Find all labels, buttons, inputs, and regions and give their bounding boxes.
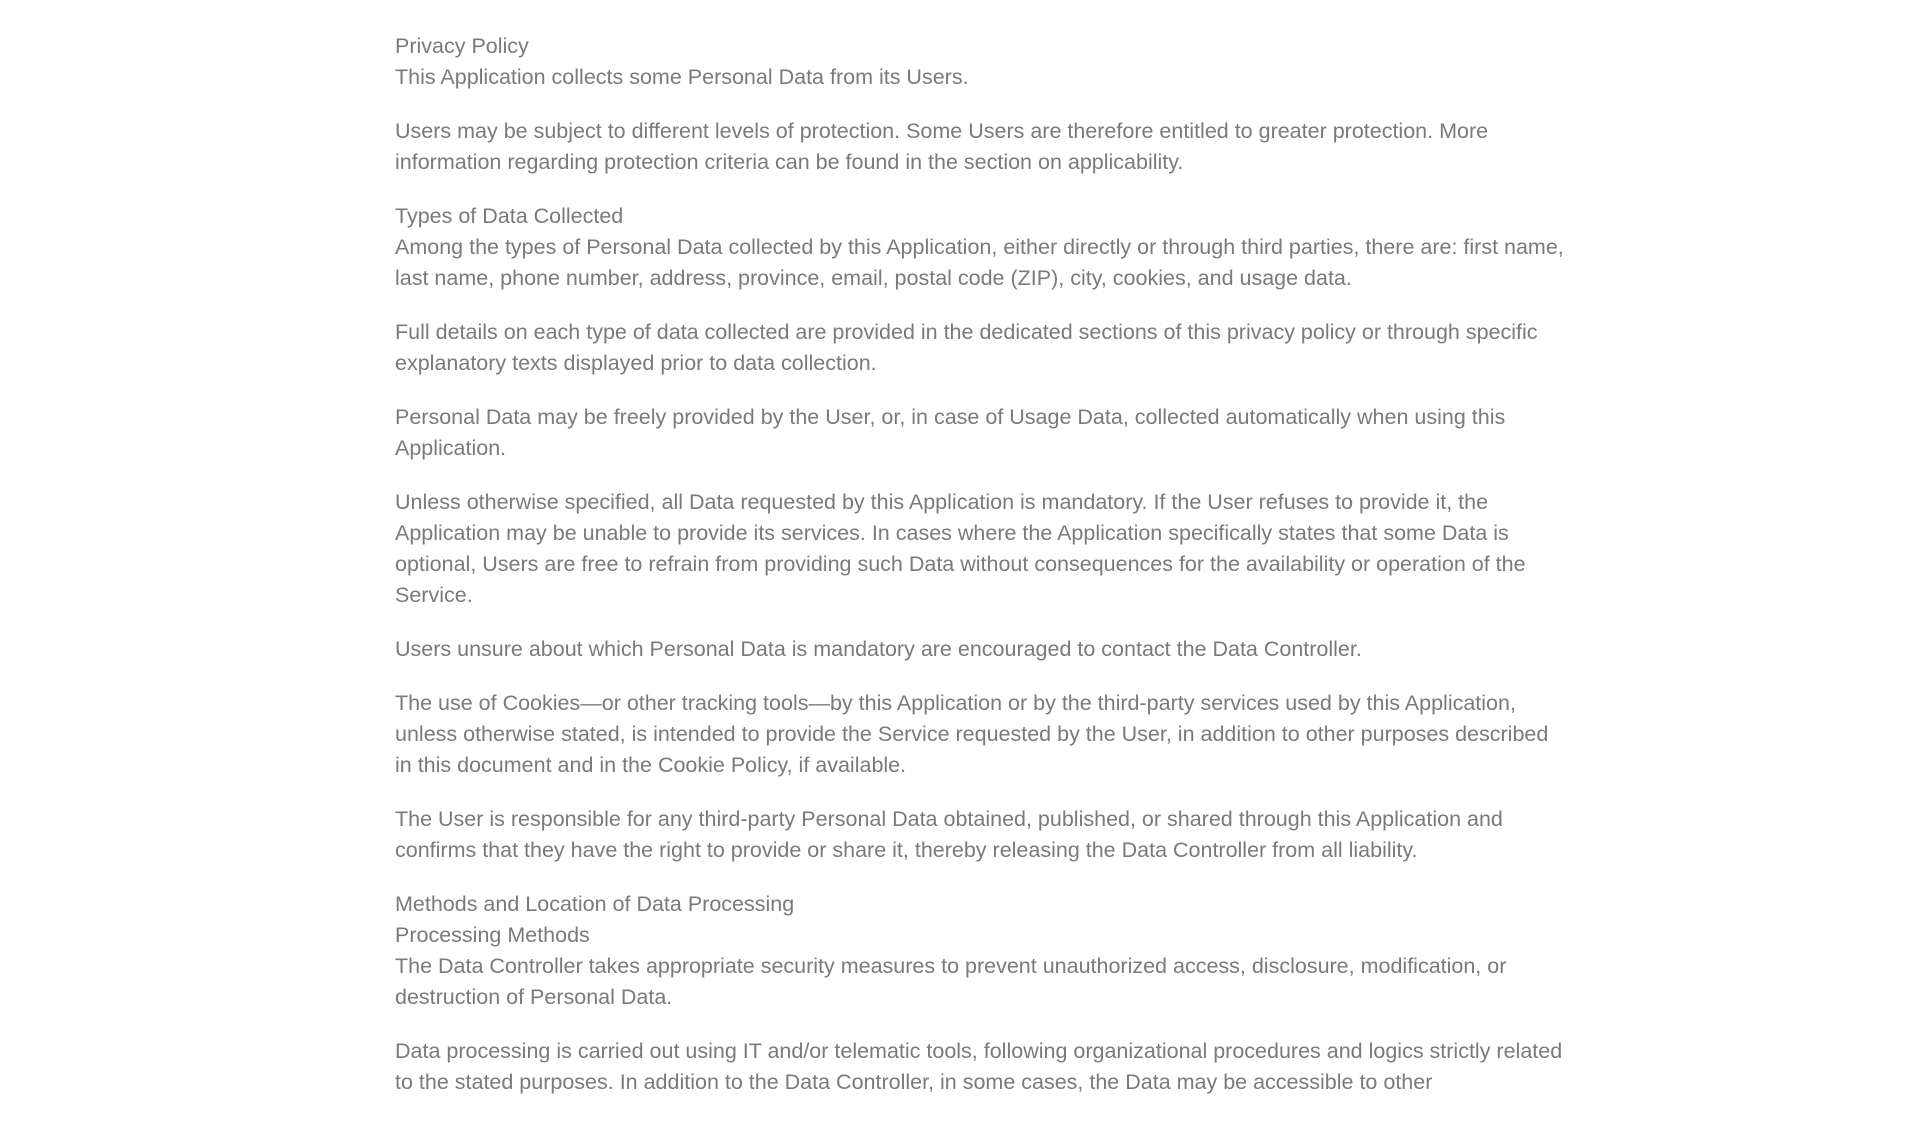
methods-and-location-section bbox=[395, 889, 1565, 1098]
intro-paragraph: This Application collects some Personal Data from its Users. bbox=[395, 65, 969, 89]
section-paragraph: Personal Data may be freely provided by the User, or, in case of Usage Data, collected automatically when using this Application. bbox=[395, 405, 1506, 460]
section-paragraph: Full details on each type of data collected are provided in the dedicated sections of this privacy policy or through specific explanatory texts displayed prior to data collection. bbox=[395, 320, 1538, 375]
intro-paragraph: Users may be subject to different levels of protection. Some Users are therefore entitled to greater protection. More information regarding protection criteria can be found in the section on applicability. bbox=[395, 119, 1489, 174]
section-paragraph: Unless otherwise specified, all Data requested by this Application is mandatory. If the User refuses to provide it, the Application may be unable to provide its services. In cases where the Application specifically states that some Data is optional, Users are free to refrain from providing such Data without consequences for the availability or operation of the Service. bbox=[395, 490, 1526, 607]
privacy-policy-document bbox=[395, 31, 1565, 1121]
page-title: Privacy Policy bbox=[395, 34, 529, 58]
section-paragraph: Among the types of Personal Data collected by this Application, either directly or through third parties, there are: first name, last name, phone number, address, province, email, postal code (ZIP), city, cookies, and usage data. bbox=[395, 235, 1564, 290]
section-heading: Methods and Location of Data Processing bbox=[395, 892, 795, 916]
section-paragraph: Data processing is carried out using IT and/or telematic tools, following organizational procedures and logics strictly related to the stated purposes. In addition to the Data Controller, in some cases, the Data may be accessible to other bbox=[395, 1039, 1563, 1094]
section-heading: Types of Data Collected bbox=[395, 204, 624, 228]
section-paragraph: Users unsure about which Personal Data is mandatory are encouraged to contact the Data Controller. bbox=[395, 637, 1362, 661]
section-paragraph: The User is responsible for any third-party Personal Data obtained, published, or shared through this Application and confirms that they have the right to provide or share it, thereby releasing the Data Controller from all liability. bbox=[395, 807, 1503, 862]
types-of-data-section bbox=[395, 201, 1565, 866]
section-paragraph: The Data Controller takes appropriate security measures to prevent unauthorized access, disclosure, modification, or destruction of Personal Data. bbox=[395, 954, 1507, 1009]
subsection-heading: Processing Methods bbox=[395, 923, 590, 947]
section-paragraph: The use of Cookies—or other tracking tools—by this Application or by the third-party services used by this Application, unless otherwise stated, is intended to provide the Service requested by the User, in addition to other purposes described in this document and in the Cookie Policy, if available. bbox=[395, 691, 1549, 777]
